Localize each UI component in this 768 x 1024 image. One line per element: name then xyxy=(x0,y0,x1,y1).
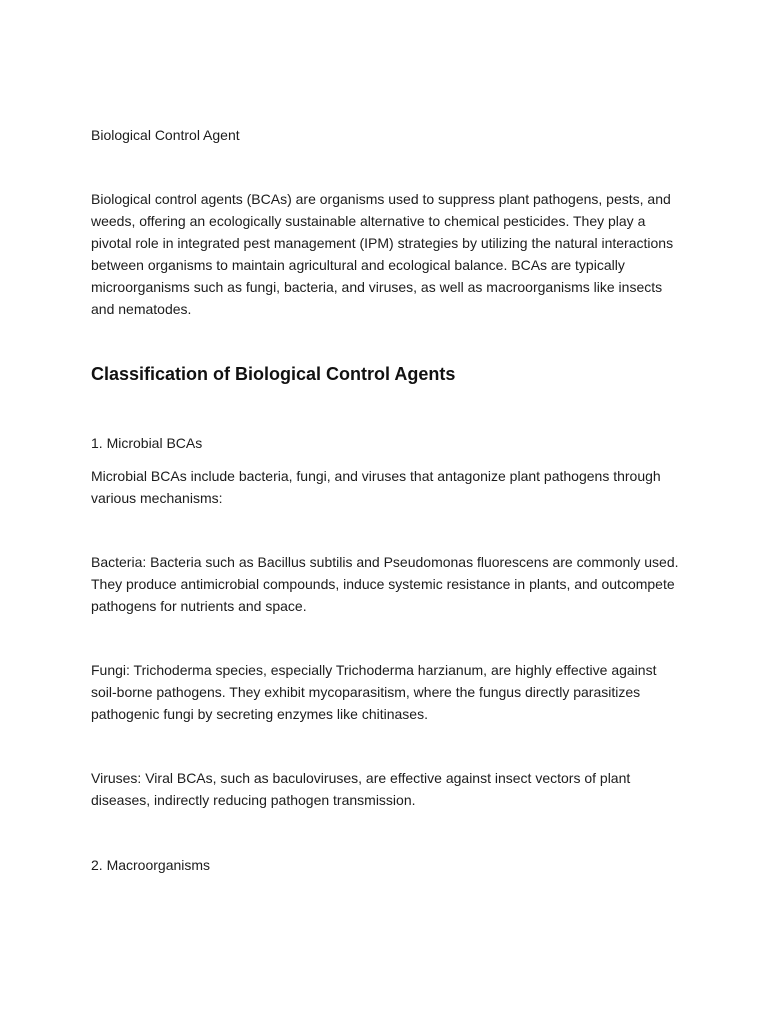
list-item-bacteria: Bacteria: Bacteria such as Bacillus subtilis and Pseudomonas fluorescens are commonly used. They produce antimicrobial compounds, induce systemic resistance in plants, and outcompete pathogens for nutrients and space. xyxy=(91,554,679,614)
intro-paragraph: Biological control agents (BCAs) are organisms used to suppress plant pathogens, pests, and weeds, offering an ecologically sustainable alternative to chemical pesticides. They play a pivotal role in integrated pest management (IPM) strategies by utilizing the natural interactions between organisms to maintain agricultural and ecological balance. BCAs are typically microorganisms such as fungi, bacteria, and viruses, as well as macroorganisms like insects and nematodes. xyxy=(91,191,674,317)
subsection-heading-macroorganisms: 2. Macroorganisms xyxy=(91,857,211,873)
list-item-viruses: Viruses: Viral BCAs, such as baculoviruses, are effective against insect vectors of plant diseases, indirectly reducing pathogen transmission. xyxy=(91,770,631,808)
document-content xyxy=(91,124,681,876)
list-item-fungi: Fungi: Trichoderma species, especially Trichoderma harzianum, are highly effective against soil-borne pathogens. They exhibit mycoparasitism, where the fungus directly parasitizes pathogenic fungi by secreting enzymes like chitinases. xyxy=(91,662,657,722)
subsection-heading-microbial: 1. Microbial BCAs xyxy=(91,435,203,451)
section-heading: Classification of Biological Control Agents xyxy=(91,364,456,384)
document-title: Biological Control Agent xyxy=(91,127,240,143)
subsection-intro-microbial: Microbial BCAs include bacteria, fungi, and viruses that antagonize plant pathogens through various mechanisms: xyxy=(91,468,661,506)
